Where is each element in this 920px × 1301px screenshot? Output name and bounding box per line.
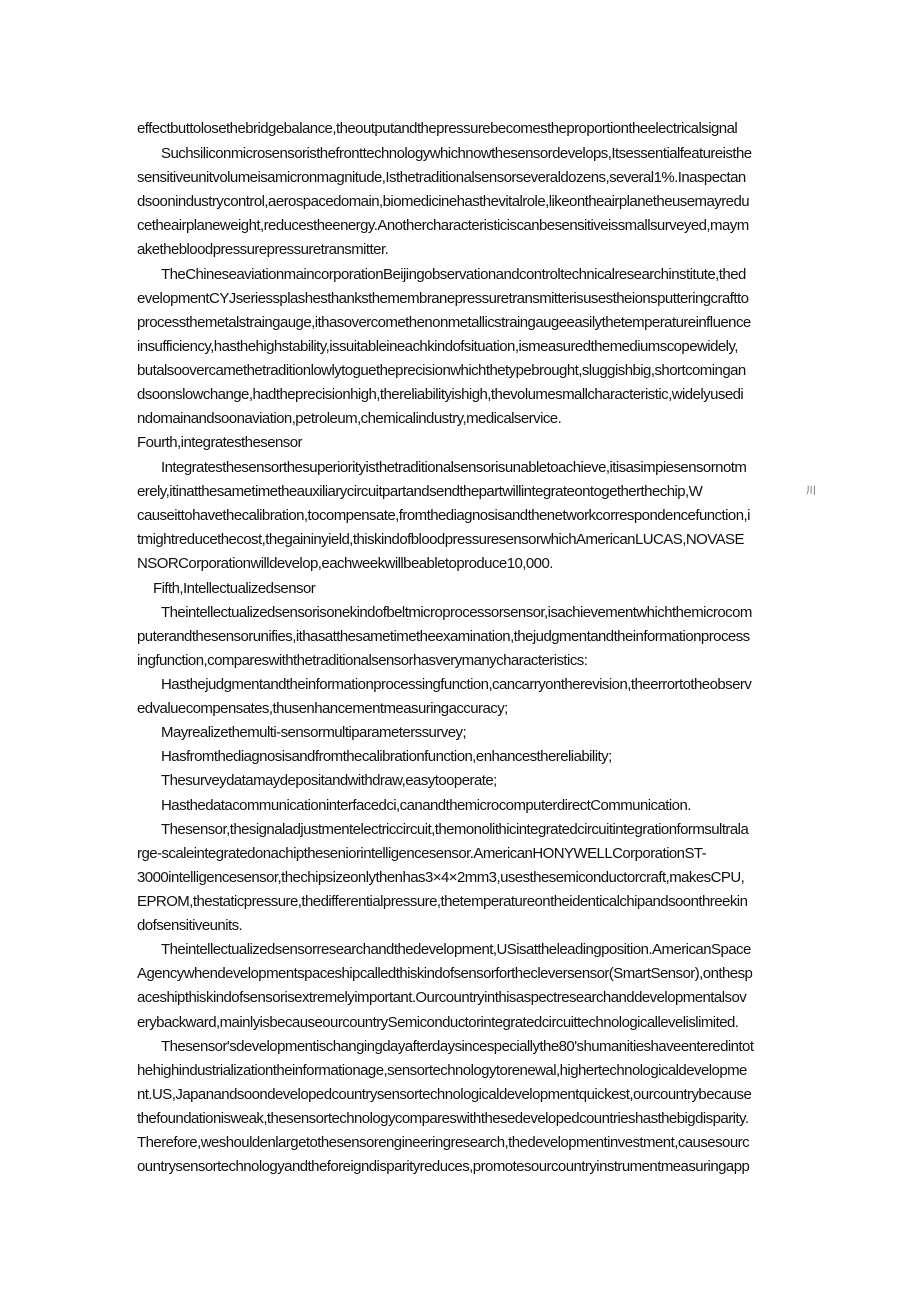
text-line: EPROM,thestaticpressure,thedifferentialpressure,thetemperatureontheidenticalchipandsoonthreekin [137,893,748,910]
text-line: thefoundationisweak,thesensortechnologycompareswiththesedevelopedcountrieshasthebigdisparity. [137,1110,749,1127]
text-line: akethebloodpressurepressuretransmitter. [137,241,389,258]
text-line: causeittohavethecalibration,tocompensate,fromthediagnosisandthenetworkcorrespondencefunction,i [137,507,750,524]
text-line: ingfunction,compareswiththetraditionalsensorhasverymanycharacteristics: [137,652,588,669]
text-line: tmightreducethecost,thegaininyield,thiskindofbloodpressuresensorwhichAmericanLUCAS,NOVASE [137,531,744,548]
text-line: ndomainandsoonaviation,petroleum,chemicalindustry,medicalservice. [137,410,562,427]
text-line: erely,itinatthesametimetheauxiliarycircuitpartandsendthepartwillintegrateontogetherthechip,W [137,483,703,500]
text-line: Therefore,weshouldenlargetothesensorengineeringresearch,thedevelopmentinvestment,causesourc [137,1134,750,1151]
text-line: rge-scaleintegratedonachiptheseniorintelligencesensor.AmericanHONYWELLCorporationST- [137,845,707,862]
list-item: Hasthedatacommunicationinterfacedci,canandthemicrocomputerdirectCommunication. [161,797,691,814]
paragraph-start: Suchsiliconmicrosensoristhefronttechnologywhichnowthesensordevelops,Itsessentialfeatureisthe [161,145,752,162]
list-item: Hasthejudgmentandtheinformationprocessingfunction,cancarryontherevision,theerrortotheobserv [161,676,752,693]
margin-mark: 川 [806,486,817,497]
text-line: sensitiveunitvolumeisamicronmagnitude,Isthetraditionalsensorseveraldozens,several1%.Inaspectan [137,169,746,186]
text-line: edvaluecompensates,thusenhancementmeasuringaccuracy; [137,700,508,717]
paragraph-start: Thesensor'sdevelopmentischangingdayafterdaysincespeciallythe80'shumanitieshaveenteredintot [161,1038,754,1055]
text-line: dsoonindustrycontrol,aerospacedomain,biomedicinehasthevitalrole,likeontheairplanetheusemayredu [137,193,750,210]
paragraph-start: TheChineseaviationmaincorporationBeijingobservationandcontroltechnicalresearchinstitute,thed [161,266,746,283]
list-item: Hasfromthediagnosisandfromthecalibrationfunction,enhancesthereliability; [161,748,612,765]
list-item: Mayrealizethemulti-sensormultiparameterssurvey; [161,724,467,741]
text-line: hehighindustrializationtheinformationage,sensortechnologytorenewal,highertechnologicaldevelopme [137,1062,747,1079]
list-item: Thesurveydatamaydepositandwithdraw,easytooperate; [161,772,497,789]
paragraph-start: Theintellectualizedsensorisonekindofbeltmicroprocessorsensor,isachievementwhichthemicrocom [161,604,752,621]
section-heading-fourth: Fourth,integratesthesensor [137,434,302,451]
text-line: insufficiency,hasthehighstability,issuitableineachkindofsituation,ismeasuredthemediumscopewidely, [137,338,738,355]
paragraph-start: Integratesthesensorthesuperiorityisthetraditionalsensorisunabletoachieve,itisasimpiesensornotm [161,459,747,476]
text-line: processthemetalstraingauge,ithasovercomethenonmetallicstraingaugeeasilythetemperatureinfluence [137,314,751,331]
text-line: 3000intelligencesensor,thechipsizeonlythenhas3×4×2mm3,usesthesemiconductorcraft,makesCPU, [137,869,745,886]
text-line: cetheairplaneweight,reducestheenergy.Anothercharacteristiciscanbesensitiveissmallsurveyed,maym [137,217,749,234]
text-line: puterandthesensorunifies,ithasatthesametimetheexamination,thejudgmentandtheinformationprocess [137,628,750,645]
section-heading-fifth: Fifth,Intellectualizedsensor [153,580,316,597]
paragraph-start: Thesensor,thesignaladjustmentelectriccircuit,themonolithicintegratedcircuitintegrationformsultrala [161,821,749,838]
text-line: NSORCorporationwilldevelop,eachweekwillbeabletoproduce10,000. [137,555,553,572]
text-line: nt.US,Japanandsoondevelopedcountrysensortechnologicaldevelopmentquickest,ourcountrybecause [137,1086,752,1103]
text-line: evelopmentCYJseriessplashesthanksthemembranepressuretransmitterisusestheionsputteringcraftto [137,290,749,307]
text-line: ountrysensortechnologyandtheforeigndisparityreduces,promotesourcountryinstrumentmeasuringapp [137,1158,750,1175]
text-line: dsoonslowchange,hadtheprecisionhigh,thereliabilityishigh,thevolumesmallcharacteristic,widelyusedi [137,386,744,403]
text-line: aceshipthiskindofsensorisextremelyimportant.Ourcountryinthisaspectresearchanddevelopmentalsov [137,989,747,1006]
text-line: Agencywhendevelopmentspaceshipcalledthiskindofsensorforthecleversensor(SmartSensor),onthesp [137,965,753,982]
text-line: butalsoovercamethetraditionlowlytoguetheprecisionwhichthetypebrought,sluggishbig,shortcomingan [137,362,746,379]
paragraph-start: Theintellectualizedsensorresearchandthedevelopment,USisattheleadingposition.AmericanSpace [161,941,751,958]
text-line: dofsensitiveunits. [137,917,243,934]
text-line: erybackward,mainlyisbecauseourcountrySemiconductorintegratedcircuittechnologicallevelislimited. [137,1014,739,1031]
text-line: effectbuttolosethebridgebalance,theoutputandthepressurebecomestheproportiontheelectricalsignal [137,120,738,137]
